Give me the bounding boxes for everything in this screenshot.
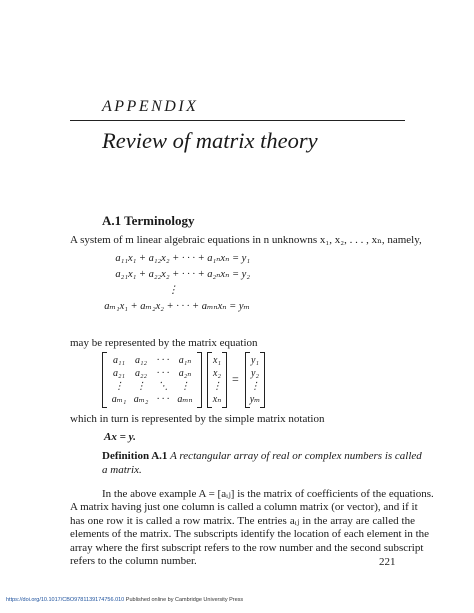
paragraph-line: refers to the column number. bbox=[70, 555, 197, 568]
matrix-cell: · · · bbox=[156, 394, 170, 405]
matrix-cell: aₘ₁ bbox=[111, 394, 127, 405]
matrix-a bbox=[102, 352, 202, 408]
explanation-paragraph bbox=[70, 488, 434, 568]
left-bracket bbox=[102, 352, 107, 408]
definition-block bbox=[102, 449, 422, 477]
vector-y bbox=[245, 352, 265, 408]
paragraph-line: array where the first subscript refers to the row number and the second subscript bbox=[70, 541, 424, 554]
header-rule bbox=[70, 120, 405, 121]
chapter-title: Review of matrix theory bbox=[102, 128, 318, 153]
matrix-cell: ⋮ bbox=[136, 381, 146, 392]
vector-cell: x₂ bbox=[213, 368, 221, 379]
matrix-cell: a₂ₙ bbox=[178, 368, 192, 379]
matrix-cell: a₁₂ bbox=[135, 355, 147, 366]
definition-label: Definition A.1 bbox=[102, 450, 168, 462]
equation-system bbox=[104, 251, 250, 315]
matrix-cell: · · · bbox=[156, 355, 170, 366]
doi-link[interactable]: https://doi.org/10.1017/CBO9781139174756.010 bbox=[6, 597, 125, 603]
equation-line: aₘ₁x₁ + aₘ₂x₂ + · · · + aₘₙxₙ = yₘ bbox=[104, 301, 250, 312]
appendix-label: APPENDIX bbox=[102, 98, 199, 115]
matrix-cell: aₘₙ bbox=[177, 394, 193, 405]
vector-cell: yₘ bbox=[249, 394, 261, 405]
equation-line: a₁₁x₁ + a₁₂x₂ + · · · + a₁ₙxₙ = y₁ bbox=[115, 253, 250, 264]
definition-text: A rectangular array of real or complex numbers is called a matrix. bbox=[102, 450, 422, 476]
paragraph-line: In the above example A = [aᵢⱼ] is the matrix of coefficients of the equations. bbox=[102, 488, 434, 500]
matrix-cell: ⋱ bbox=[158, 381, 168, 392]
matrix-cell: ⋮ bbox=[180, 381, 190, 392]
matrix-cell: a₂₂ bbox=[135, 368, 147, 379]
simple-notation-intro: which in turn is represented by the simple matrix notation bbox=[70, 413, 325, 425]
matrix-cell: ⋮ bbox=[114, 381, 124, 392]
right-bracket bbox=[197, 352, 202, 408]
footer bbox=[6, 597, 243, 603]
paragraph-line: elements of the matrix. The subscripts identify the location of each element in the bbox=[70, 528, 430, 541]
vector-cell: y₁ bbox=[251, 355, 259, 366]
matrix-cell: a₁ₙ bbox=[178, 355, 192, 366]
matrix-cell: a₂₁ bbox=[113, 368, 125, 379]
paragraph-line: A matrix having just one column is called a column matrix (or vector), and if it bbox=[70, 501, 418, 514]
matrix-cell: · · · bbox=[156, 368, 170, 379]
section-heading: A.1 Terminology bbox=[102, 213, 195, 228]
equation-line: a₂₁x₁ + a₂₂x₂ + · · · + a₂ₙxₙ = y₂ bbox=[115, 269, 250, 280]
vector-x bbox=[207, 352, 227, 408]
vector-cell: y₂ bbox=[251, 368, 259, 379]
matrix-cell: a₁₁ bbox=[113, 355, 125, 366]
vector-cell: ⋮ bbox=[250, 381, 260, 392]
vector-cell: ⋮ bbox=[212, 381, 222, 392]
equals-sign: = bbox=[232, 372, 239, 386]
matrix-cell: aₘ₂ bbox=[133, 394, 149, 405]
vector-cell: x₁ bbox=[213, 355, 221, 366]
footer-text: Published online by Cambridge University Press bbox=[124, 597, 244, 603]
simple-equation: Ax = y. bbox=[104, 431, 136, 443]
paragraph-line: has one row it is called a row matrix. The entries aᵢⱼ in the array are called the bbox=[70, 514, 415, 527]
matrix-intro-text: may be represented by the matrix equation bbox=[70, 337, 258, 349]
vector-cell: xₙ bbox=[212, 394, 222, 405]
page-number: 221 bbox=[379, 556, 396, 568]
intro-text: A system of m linear algebraic equations in n unknowns x₁, x₂, . . . , xₙ, namely, bbox=[70, 234, 422, 246]
equation-vdots: ⋮ bbox=[167, 285, 179, 296]
